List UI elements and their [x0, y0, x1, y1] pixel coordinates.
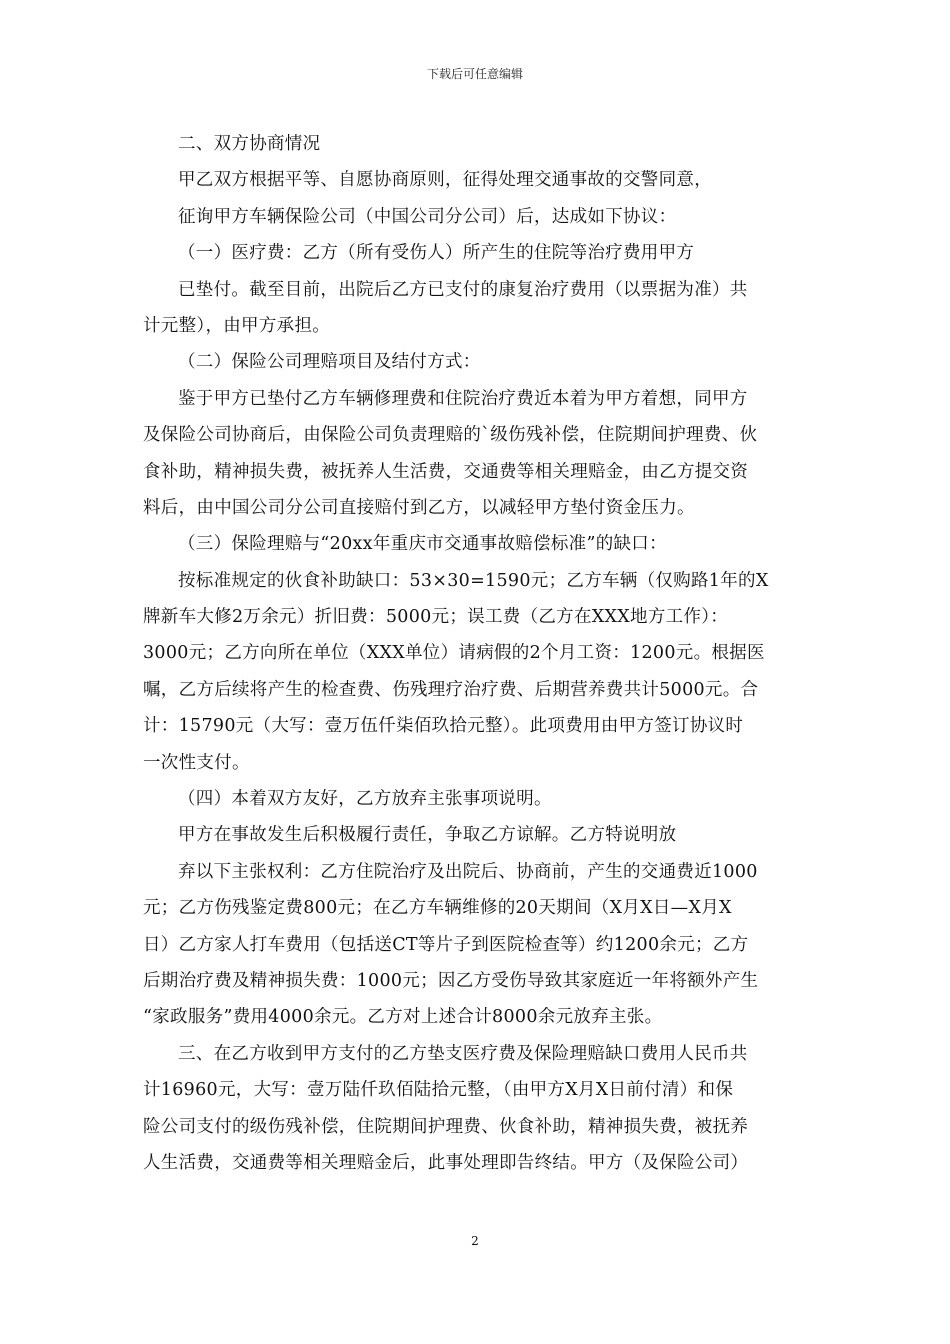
paragraph-line: 料后，由中国公司分公司直接赔付到乙方，以减轻甲方垫付资金压力。 — [143, 497, 695, 518]
paragraph-line: 按标准规定的伙食补助缺口：53×30=1590元；乙方车辆（仅购路1年的X — [178, 570, 769, 591]
subsection-heading: （三）保险理赔与“20xx年重庆市交通事故赔偿标准”的缺口： — [178, 534, 667, 555]
document-body — [143, 126, 811, 1181]
paragraph-line: 计：15790元（大写：壹万伍仟柒佰玖拾元整）。此项费用由甲方签订协议时 — [143, 716, 744, 737]
paragraph-line: 食补助，精神损失费，被抚养人生活费，交通费等相关理赔金，由乙方提交资 — [143, 461, 749, 482]
paragraph-line: （一）医疗费：乙方（所有受伤人）所产生的住院等治疗费用甲方 — [178, 243, 695, 264]
page-header: 下载后可任意编辑 — [426, 67, 523, 81]
paragraph-line: 牌新车大修2万余元）折旧费：5000元；误工费（乙方在XXX地方工作）： — [143, 607, 729, 628]
paragraph-line: 人生活费，交通费等相关理赔金后，此事处理即告终结。甲方（及保险公司） — [143, 1152, 749, 1173]
paragraph-line: 征询甲方车辆保险公司（中国公司分公司）后，达成如下协议： — [178, 206, 677, 227]
paragraph-line: “家政服务”费用4000余元。乙方对上述合计8000余元放弃主张。 — [143, 1007, 663, 1028]
paragraph-line: 甲乙双方根据平等、自愿协商原则，征得处理交通事故的交警同意， — [178, 170, 712, 191]
paragraph-line: 一次性支付。 — [143, 752, 250, 773]
paragraph-line: 元；乙方伤残鉴定费800元；在乙方车辆维修的20天期间（X月X日—X月X — [143, 898, 732, 919]
paragraph-line: 计16960元，大写：壹万陆仟玖佰陆拾元整，（由甲方X月X日前付清）和保 — [143, 1080, 734, 1101]
paragraph-line: 险公司支付的级伤残补偿，住院期间护理费、伙食补助，精神损失费，被抚养 — [143, 1116, 749, 1137]
paragraph-line: 3000元；乙方向所在单位（XXX单位）请病假的2个月工资：1200元。根据医 — [143, 643, 765, 664]
page-number: 2 — [471, 1234, 479, 1248]
paragraph-line: 及保险公司协商后，由保险公司负责理赔的`级伤残补偿，住院期间护理费、伙 — [143, 425, 758, 446]
subsection-heading: （二）保险公司理赔项目及结付方式： — [178, 352, 481, 373]
paragraph-line: 已垫付。截至目前，出院后乙方已支付的康复治疗费用（以票据为准）共 — [178, 279, 748, 300]
paragraph-line: 日）乙方家人打车费用（包括送CT等片子到医院检查等）约1200余元；乙方 — [143, 934, 749, 955]
paragraph-line: 计元整），由甲方承担。 — [143, 315, 331, 336]
paragraph-line: 弃以下主张权利：乙方住院治疗及出院后、协商前，产生的交通费近1000 — [178, 861, 758, 882]
section-heading: 三、在乙方收到甲方支付的乙方垫支医疗费及保险理赔缺口费用人民币共 — [178, 1043, 748, 1064]
paragraph-line: 鉴于甲方已垫付乙方车辆修理费和住院治疗费近本着为甲方着想，同甲方 — [178, 388, 748, 409]
paragraph-line: 甲方在事故发生后积极履行责任，争取乙方谅解。乙方特说明放 — [178, 825, 677, 846]
subsection-heading: （四）本着双方友好，乙方放弃主张事项说明。 — [178, 789, 552, 810]
paragraph-line: 后期治疗费及精神损失费：1000元；因乙方受伤导致其家庭近一年将额外产生 — [143, 970, 759, 991]
paragraph-line: 嘱，乙方后续将产生的检查费、伤残理疗治疗费、后期营养费共计5000元。合 — [143, 679, 759, 700]
section-heading: 二、双方协商情况 — [178, 134, 321, 154]
